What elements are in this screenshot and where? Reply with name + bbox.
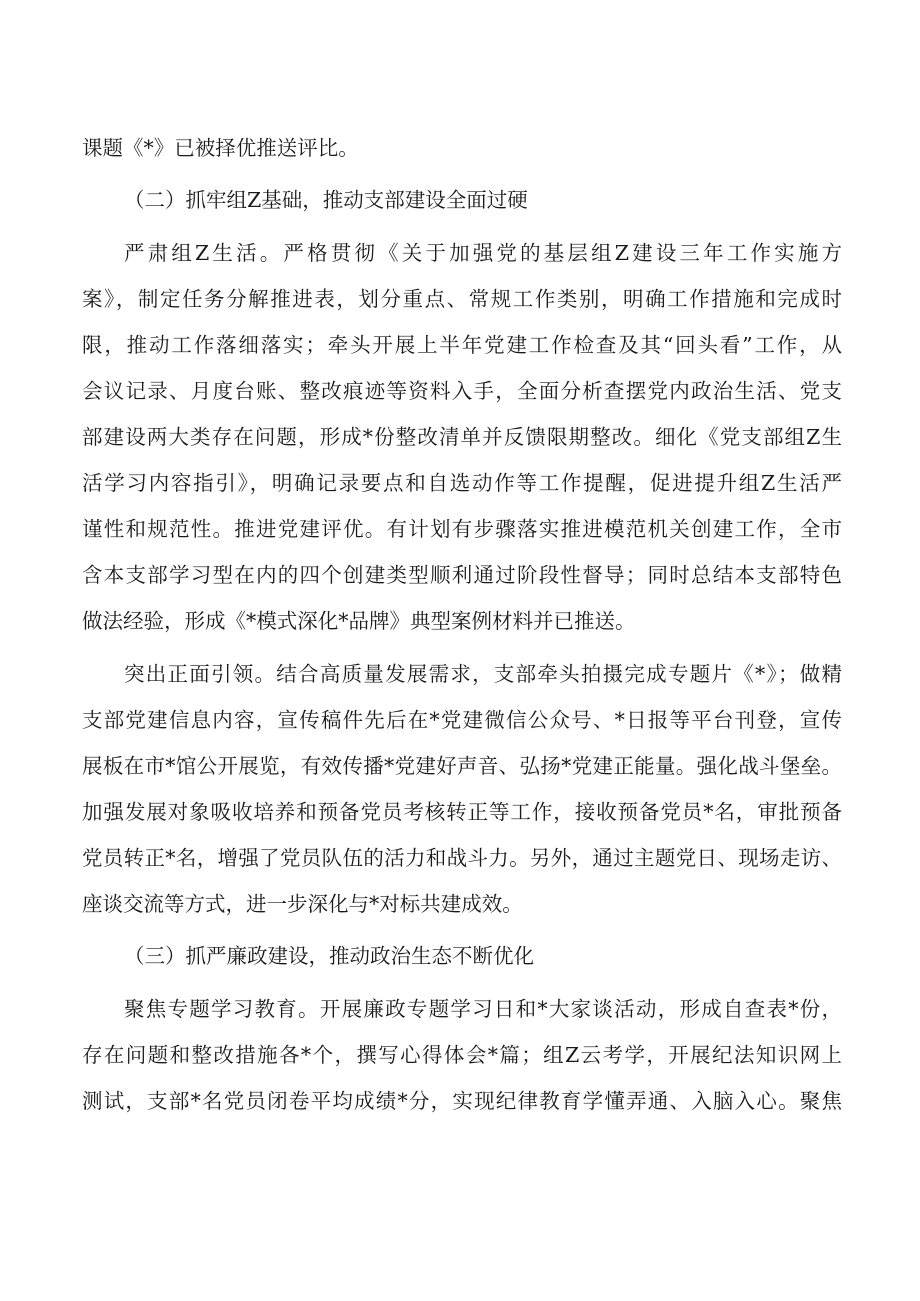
paragraph-line: 测试，支部*名党员闭卷平均成绩*分，实现纪律教育学懂弄通、入脑入心。聚焦 bbox=[82, 1089, 842, 1113]
paragraph-line: 严肃组Z生活。严格贯彻《关于加强党的基层组Z建设三年工作实施方 bbox=[124, 241, 842, 265]
paragraph-line: 会议记录、月度台账、整改痕迹等资料入手，全面分析查摆党内政治生活、党支 bbox=[82, 379, 842, 403]
paragraph-line: 支部党建信息内容，宣传稿件先后在*党建微信公众号、*日报等平台刊登，宣传 bbox=[82, 708, 842, 732]
paragraph-line: 突出正面引领。结合高质量发展需求，支部牵头拍摄完成专题片《*》；做精 bbox=[124, 662, 842, 686]
paragraph-line: 部建设两大类存在问题，形成*份整改清单并反馈限期整改。细化《党支部组Z生 bbox=[82, 425, 842, 449]
paragraph-line: 聚焦专题学习教育。开展廉政专题学习日和*大家谈活动，形成自查表*份， bbox=[124, 997, 842, 1021]
paragraph-line: 案》，制定任务分解推进表，划分重点、常规工作类别，明确工作措施和完成时 bbox=[82, 287, 842, 311]
paragraph-line: 谨性和规范性。推进党建评优。有计划有步骤落实推进模范机关创建工作，全市 bbox=[82, 517, 842, 541]
section-heading-2: （二）抓牢组Z基础，推动支部建设全面过硬 bbox=[124, 188, 528, 212]
paragraph-line: 加强发展对象吸收培养和预备党员考核转正等工作，接收预备党员*名，审批预备 bbox=[82, 800, 842, 824]
paragraph-line: 课题《*》已被择优推送评比。 bbox=[82, 136, 359, 160]
paragraph-line: 限，推动工作落细落实；牵头开展上半年党建工作检查及其“回头看”工作，从 bbox=[82, 333, 842, 357]
paragraph-line: 做法经验，形成《*模式深化*品牌》典型案例材料并已推送。 bbox=[82, 609, 636, 633]
paragraph-line: 党员转正*名，增强了党员队伍的活力和战斗力。另外，通过主题党日、现场走访、 bbox=[82, 846, 842, 870]
paragraph-line: 含本支部学习型在内的四个创建类型顺利通过阶段性督导；同时总结本支部特色 bbox=[82, 563, 842, 587]
paragraph-line: 存在问题和整改措施各*个，撰写心得体会*篇；组Z云考学，开展纪法知识网上 bbox=[82, 1043, 842, 1067]
paragraph-line: 活学习内容指引》，明确记录要点和自选动作等工作提醒，促进提升组Z生活严 bbox=[82, 471, 842, 495]
paragraph-line: 展板在市*馆公开展览，有效传播*党建好声音、弘扬*党建正能量。强化战斗堡垒。 bbox=[82, 754, 842, 778]
paragraph-line: 座谈交流等方式，进一步深化与*对标共建成效。 bbox=[82, 892, 523, 916]
section-heading-3: （三）抓严廉政建设，推动政治生态不断优化 bbox=[124, 944, 534, 968]
